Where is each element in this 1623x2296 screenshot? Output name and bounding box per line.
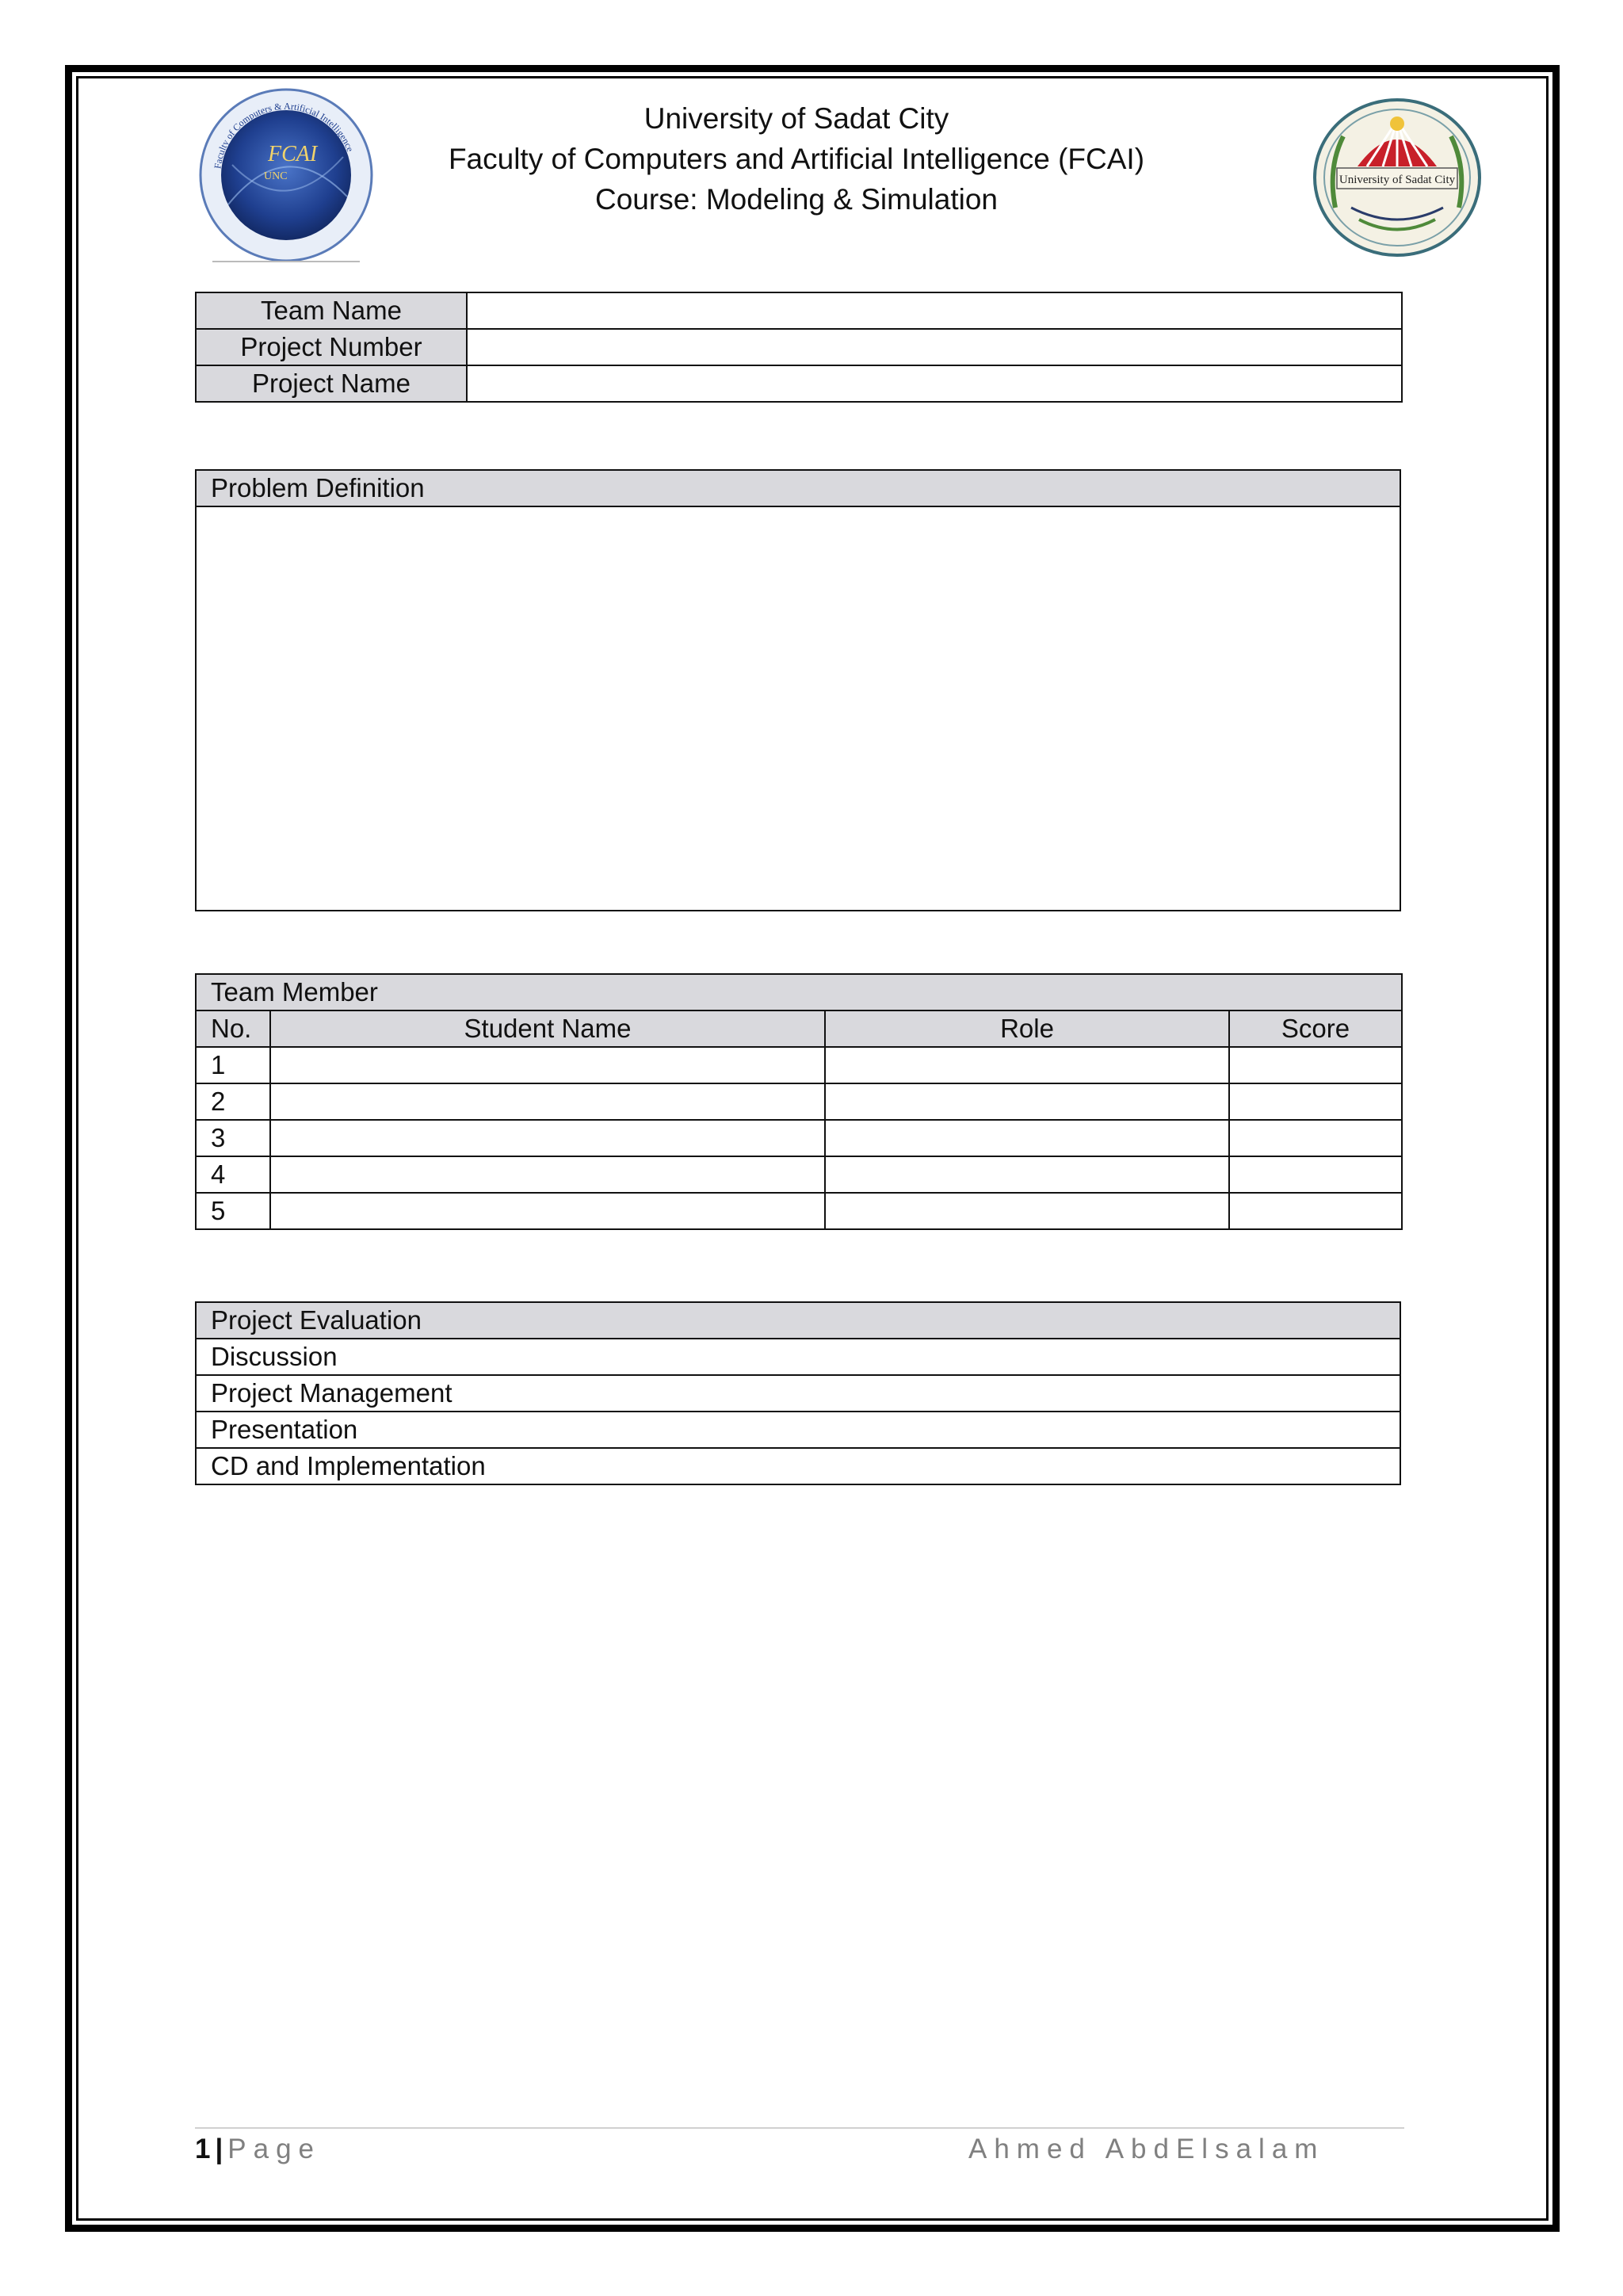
score-cell[interactable] <box>1229 1120 1402 1156</box>
university-name: University of Sadat City <box>643 102 949 135</box>
row-number: 1 <box>196 1047 270 1083</box>
table-row <box>196 1193 1402 1229</box>
university-seal-logo <box>1312 97 1483 258</box>
project-number-row <box>196 329 1402 365</box>
evaluation-item-presentation: Presentation <box>196 1412 1400 1448</box>
team-member-title: Team Member <box>196 974 1402 1010</box>
team-member-table <box>195 973 1403 1230</box>
row-number: 3 <box>196 1120 270 1156</box>
column-header-role: Role <box>825 1010 1229 1047</box>
team-name-row <box>196 292 1402 329</box>
project-number-label: Project Number <box>196 329 467 365</box>
evaluation-item-cd-implementation: CD and Implementation <box>196 1448 1400 1484</box>
project-name-label: Project Name <box>196 365 467 402</box>
student-name-cell[interactable] <box>270 1083 825 1120</box>
problem-definition-field[interactable] <box>196 506 1400 911</box>
role-cell[interactable] <box>825 1120 1229 1156</box>
team-name-label: Team Name <box>196 292 467 329</box>
student-name-cell[interactable] <box>270 1156 825 1193</box>
role-cell[interactable] <box>825 1083 1229 1120</box>
svg-text:Faculty of Computers & Artific: Faculty of Computers & Artificial Intelligence <box>212 100 357 170</box>
table-row <box>196 1047 1402 1083</box>
row-number: 5 <box>196 1193 270 1229</box>
student-name-cell[interactable] <box>270 1047 825 1083</box>
project-evaluation-title: Project Evaluation <box>196 1302 1400 1339</box>
role-cell[interactable] <box>825 1193 1229 1229</box>
table-row <box>196 1083 1402 1120</box>
student-name-cell[interactable] <box>270 1120 825 1156</box>
project-info-table <box>195 292 1403 403</box>
evaluation-item-project-management: Project Management <box>196 1375 1400 1412</box>
project-number-field[interactable] <box>467 329 1402 365</box>
university-seal-text: University of Sadat City <box>1338 174 1456 186</box>
course-name: Course: Modeling & Simulation <box>595 183 998 216</box>
student-name-cell[interactable] <box>270 1193 825 1229</box>
evaluation-item-discussion: Discussion <box>196 1339 1400 1375</box>
score-cell[interactable] <box>1229 1156 1402 1193</box>
role-cell[interactable] <box>825 1156 1229 1193</box>
document-header <box>349 98 1244 220</box>
column-header-student-name: Student Name <box>270 1010 825 1047</box>
project-name-row <box>196 365 1402 402</box>
team-member-header-row <box>196 1010 1402 1047</box>
table-row <box>196 1156 1402 1193</box>
faculty-name: Faculty of Computers and Artificial Intelligence (FCAI) <box>448 143 1145 175</box>
page-number: 1 <box>195 2134 211 2164</box>
score-cell[interactable] <box>1229 1193 1402 1229</box>
footer-author: Ahmed AbdElsalam <box>968 2134 1325 2164</box>
score-cell[interactable] <box>1229 1047 1402 1083</box>
role-cell[interactable] <box>825 1047 1229 1083</box>
page-label: Page <box>227 2134 322 2164</box>
column-header-score: Score <box>1229 1010 1402 1047</box>
table-row <box>196 1120 1402 1156</box>
team-name-field[interactable] <box>467 292 1402 329</box>
project-evaluation-table <box>195 1301 1401 1485</box>
page-number-footer <box>195 2132 321 2167</box>
svg-text:UNC: UNC <box>264 170 288 182</box>
fcai-logo-text: FCAI <box>268 142 318 166</box>
footer-divider <box>195 2127 1404 2129</box>
score-cell[interactable] <box>1229 1083 1402 1120</box>
project-name-field[interactable] <box>467 365 1402 402</box>
problem-definition-table <box>195 469 1401 911</box>
row-number: 2 <box>196 1083 270 1120</box>
row-number: 4 <box>196 1156 270 1193</box>
page-separator: | <box>215 2134 223 2164</box>
problem-definition-label: Problem Definition <box>196 470 1400 506</box>
column-header-no: No. <box>196 1010 270 1047</box>
